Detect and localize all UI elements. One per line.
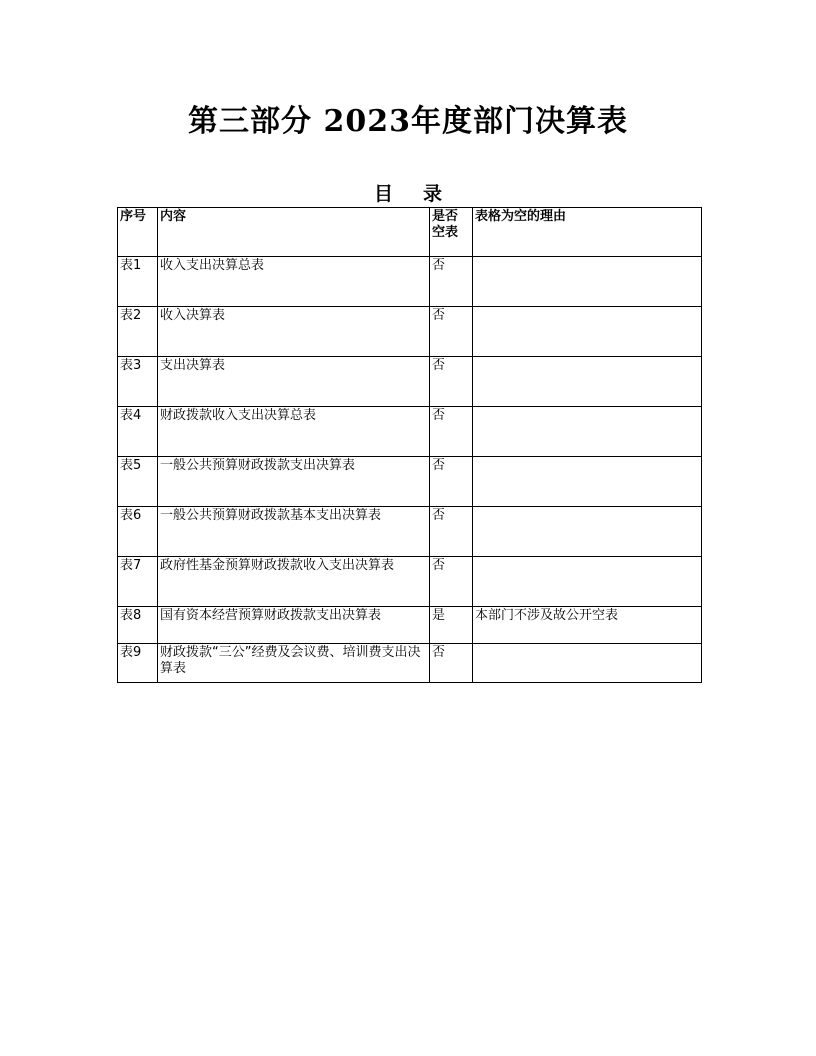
row-index: 表9: [118, 644, 158, 683]
row-reason: [473, 644, 702, 683]
row-content: 一般公共预算财政拨款支出决算表: [158, 457, 430, 507]
table-row: [118, 557, 702, 607]
table-row: [118, 307, 702, 357]
row-is-empty: 否: [430, 507, 473, 557]
table-header-row: [118, 208, 702, 257]
header-reason: 表格为空的理由: [473, 208, 702, 257]
row-content: 一般公共预算财政拨款基本支出决算表: [158, 507, 430, 557]
row-content: 财政拨款“三公”经费及会议费、培训费支出决算表: [158, 644, 430, 683]
row-content: 支出决算表: [158, 357, 430, 407]
row-is-empty: 否: [430, 257, 473, 307]
row-content: 收入决算表: [158, 307, 430, 357]
row-is-empty: 否: [430, 644, 473, 683]
row-reason: [473, 457, 702, 507]
row-reason: [473, 307, 702, 357]
row-content: 政府性基金预算财政拨款收入支出决算表: [158, 557, 430, 607]
row-index: 表8: [118, 607, 158, 644]
table-row: [118, 607, 702, 644]
row-is-empty: 否: [430, 357, 473, 407]
toc-table: [117, 207, 702, 683]
row-is-empty: 否: [430, 457, 473, 507]
table-row: [118, 357, 702, 407]
row-content: 收入支出决算总表: [158, 257, 430, 307]
row-reason: [473, 507, 702, 557]
table-row: [118, 457, 702, 507]
table-row: [118, 507, 702, 557]
row-index: 表3: [118, 357, 158, 407]
row-index: 表5: [118, 457, 158, 507]
row-index: 表1: [118, 257, 158, 307]
table-row: [118, 257, 702, 307]
row-is-empty: 否: [430, 557, 473, 607]
row-index: 表7: [118, 557, 158, 607]
row-reason: [473, 557, 702, 607]
row-content: 财政拨款收入支出决算总表: [158, 407, 430, 457]
table-row: [118, 407, 702, 457]
row-is-empty: 否: [430, 407, 473, 457]
row-reason: [473, 257, 702, 307]
row-index: 表2: [118, 307, 158, 357]
header-index: 序号: [118, 208, 158, 257]
row-reason: 本部门不涉及故公开空表: [473, 607, 702, 644]
row-is-empty: 是: [430, 607, 473, 644]
row-index: 表6: [118, 507, 158, 557]
row-reason: [473, 357, 702, 407]
row-is-empty: 否: [430, 307, 473, 357]
page-title: 第三部分 2023年度部门决算表: [188, 104, 628, 139]
header-content: 内容: [158, 208, 430, 257]
row-content: 国有资本经营预算财政拨款支出决算表: [158, 607, 430, 644]
row-reason: [473, 407, 702, 457]
header-is-empty: 是否空表: [430, 208, 473, 257]
row-index: 表4: [118, 407, 158, 457]
toc-heading: 目录: [373, 183, 472, 205]
table-row: [118, 644, 702, 683]
